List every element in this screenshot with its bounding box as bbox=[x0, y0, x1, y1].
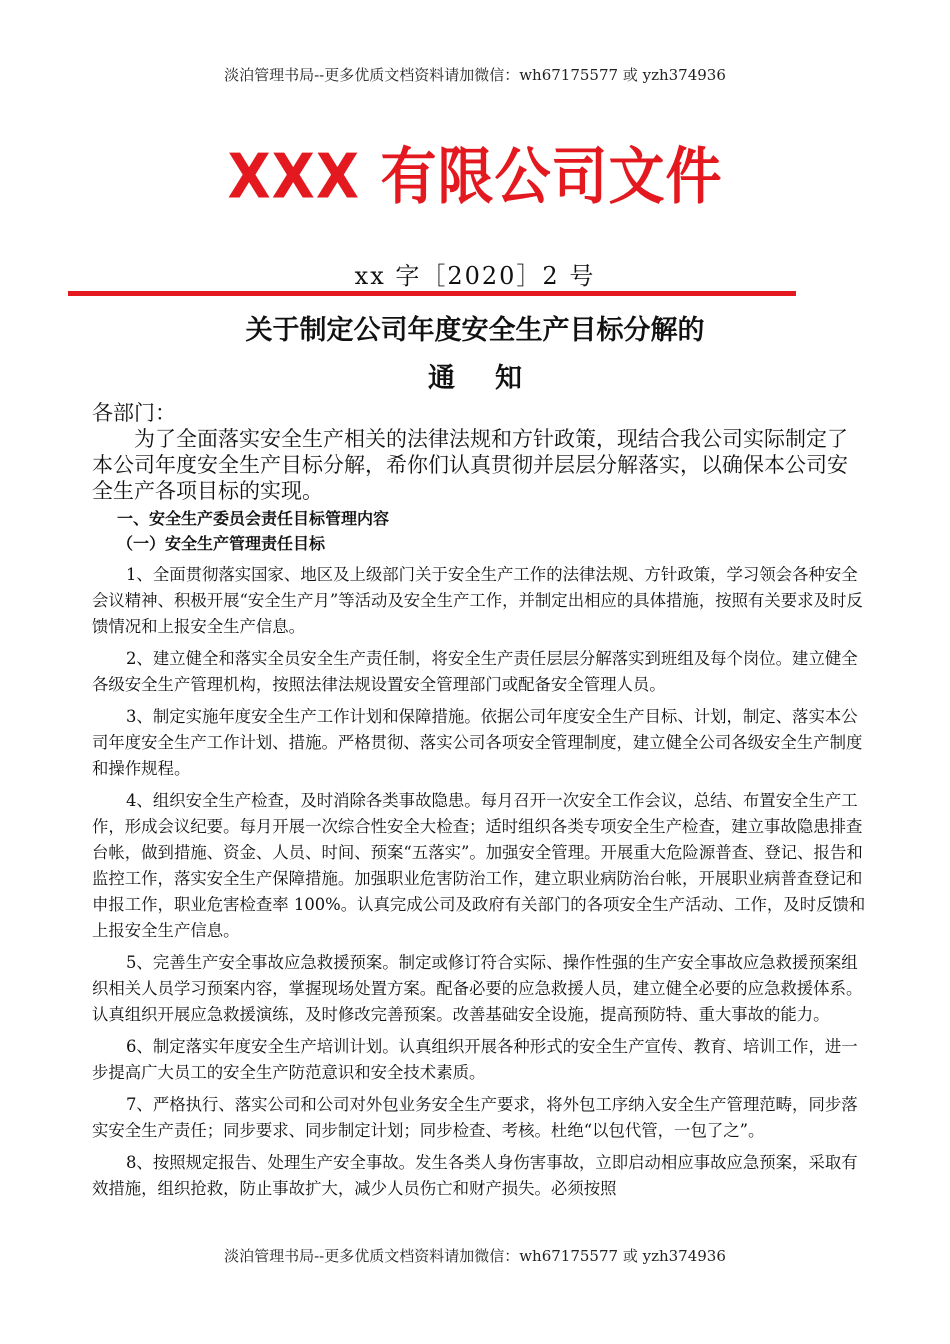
document-number: xx 字［2020］2 号 bbox=[354, 262, 596, 290]
document-title: XXX 有限公司文件 bbox=[227, 141, 723, 213]
list-item: 8、按照规定报告、处理生产安全事故。发生各类人身伤害事故，立即启动相应事故应急预案，采取有效措施，组织抢救，防止事故扩大，减少人员伤亡和财产损失。必须按照 bbox=[92, 1153, 858, 1198]
list-item: 4、组织安全生产检查，及时消除各类事故隐患。每月召开一次安全工作会议，总结、布置安全生产工作，形成会议纪要。每月开展一次综合性安全大检查；适时组织各类专项安全生产检查，建立事故隐患排查台帐，做到措施、资金、人员、时间、预案“五落实”。加强安全管理。开展重大危险源普查、登记、报告和监控工作，落实安全生产保障措施。加强职业危害防治工作，建立职业病防治台帐，开展职业病普查登记和申报工作，职业危害检查率 100%。认真完成公司及政府有关部门的各项安全生产活动、工作，及时反馈和上报安全生产信息。 bbox=[92, 791, 866, 940]
list-item: 2、建立健全和落实全员安全生产责任制，将安全生产责任层层分解落实到班组及每个岗位。建立健全各级安全生产管理机构，按照法律法规设置安全管理部门或配备安全管理人员。 bbox=[92, 649, 858, 694]
document-body bbox=[92, 400, 867, 1202]
subsection-heading: （一）安全生产管理责任目标 bbox=[117, 534, 326, 553]
notice-title-line1: 关于制定公司年度安全生产目标分解的 bbox=[245, 315, 705, 346]
list-item: 3、制定实施年度安全生产工作计划和保障措施。依据公司年度安全生产目标、计划，制定、落实本公司年度安全生产工作计划、措施。严格贯彻、落实公司各项安全管理制度，建立健全公司各级安全生产制度和操作规程。 bbox=[92, 707, 863, 778]
list-item: 7、严格执行、落实公司和公司对外包业务安全生产要求，将外包工序纳入安全生产管理范畴，同步落实安全生产责任；同步要求、同步制定计划；同步检查、考核。杜绝“以包代管，一包了之”。 bbox=[92, 1095, 858, 1140]
list-item: 1、全面贯彻落实国家、地区及上级部门关于安全生产工作的法律法规、方针政策，学习领会各种安全会议精神、积极开展“安全生产月”等活动及安全生产工作，并制定出相应的具体措施，按照有关要求及时反馈情况和上报安全生产信息。 bbox=[92, 565, 863, 636]
header-note: 淡泊管理书局--更多优质文档资料请加微信：wh67175577 或 yzh374936 bbox=[224, 66, 726, 84]
red-divider-line bbox=[68, 291, 796, 296]
footer-note: 淡泊管理书局--更多优质文档资料请加微信：wh67175577 或 yzh374936 bbox=[224, 1247, 726, 1265]
section-heading: 一、安全生产委员会责任目标管理内容 bbox=[117, 509, 390, 528]
list-item: 5、完善生产安全事故应急救援预案。制定或修订符合实际、操作性强的生产安全事故应急救援预案组织相关人员学习预案内容，掌握现场处置方案。配备必要的应急救援人员，建立健全必要的应急救援体系。认真组织开展应急救援演练，及时修改完善预案。改善基础安全设施，提高预防特、重大事故的能力。 bbox=[92, 953, 863, 1024]
intro-paragraph: 为了全面落实安全生产相关的法律法规和方针政策，现结合我公司实际制定了本公司年度安全生产目标分解，希你们认真贯彻并层层分解落实，以确保本公司安全生产各项目标的实现。 bbox=[92, 427, 848, 503]
salutation: 各部门： bbox=[92, 401, 176, 425]
list-item: 6、制定落实年度安全生产培训计划。认真组织开展各种形式的安全生产宣传、教育、培训工作，进一步提高广大员工的安全生产防范意识和安全技术素质。 bbox=[92, 1037, 858, 1082]
notice-title-line2: 通知 bbox=[428, 363, 562, 394]
